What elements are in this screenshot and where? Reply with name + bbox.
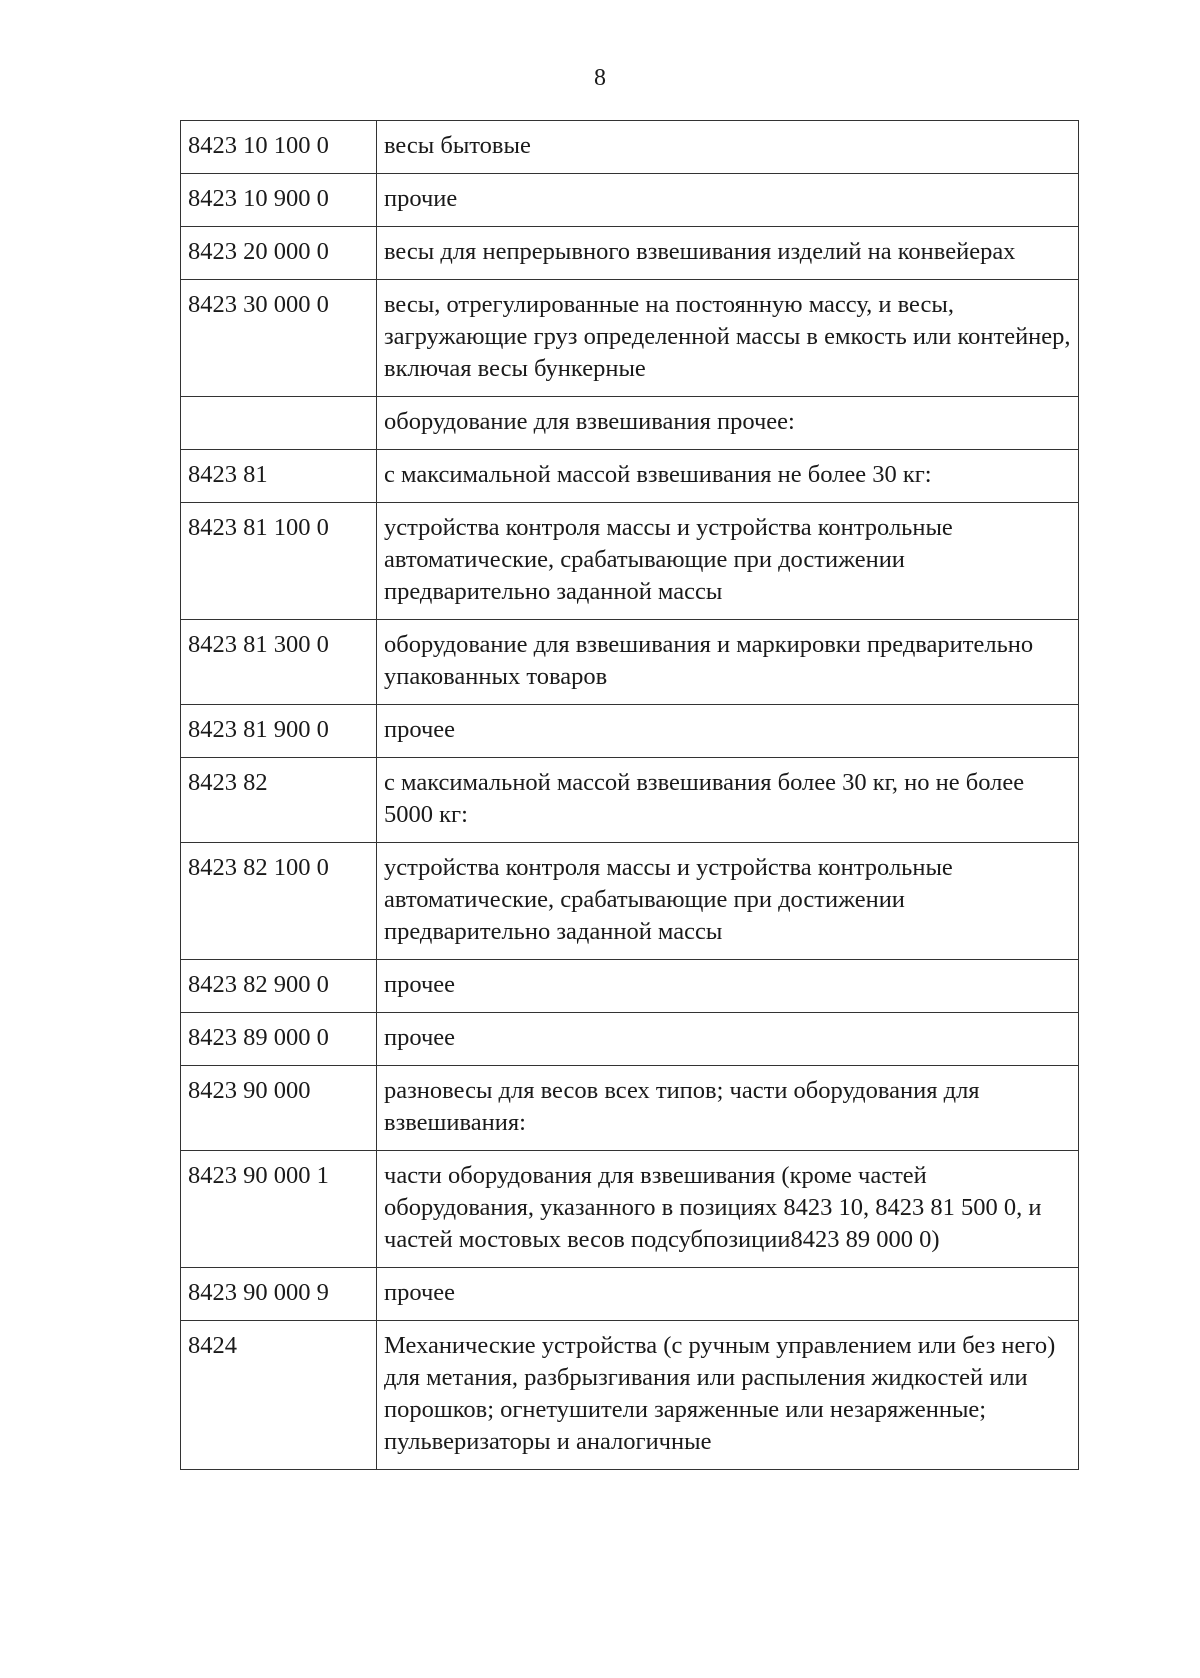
table-row: [181, 1066, 1079, 1151]
table-row: [181, 121, 1079, 174]
tariff-code-table: [180, 120, 1079, 1470]
code-cell: 8423 30 000 0: [181, 280, 377, 397]
table-row: [181, 174, 1079, 227]
code-cell: 8423 82 100 0: [181, 843, 377, 960]
description-cell: весы, отрегулированные на постоянную массу, и весы, загружающие груз определенной массы в емкость или контейнер, включая весы бункерные: [377, 280, 1079, 397]
code-cell: 8423 10 900 0: [181, 174, 377, 227]
table-row: [181, 1151, 1079, 1268]
description-cell: прочее: [377, 1013, 1079, 1066]
table-row: [181, 1013, 1079, 1066]
code-cell: 8423 90 000 1: [181, 1151, 377, 1268]
description-cell: прочие: [377, 174, 1079, 227]
description-cell: части оборудования для взвешивания (кроме частей оборудования, указанного в позициях 8423 10, 8423 81 500 0, и частей мостовых весов подсубпозиции8423 89 000 0): [377, 1151, 1079, 1268]
table-row: [181, 705, 1079, 758]
table-body: [181, 121, 1079, 1470]
code-cell: 8423 20 000 0: [181, 227, 377, 280]
description-cell: весы для непрерывного взвешивания изделий на конвейерах: [377, 227, 1079, 280]
table-row: [181, 503, 1079, 620]
table-row: [181, 960, 1079, 1013]
table-row: [181, 397, 1079, 450]
code-cell: 8423 90 000: [181, 1066, 377, 1151]
description-cell: разновесы для весов всех типов; части оборудования для взвешивания:: [377, 1066, 1079, 1151]
table-row: [181, 280, 1079, 397]
description-cell: оборудование для взвешивания и маркировки предварительно упакованных товаров: [377, 620, 1079, 705]
code-cell: 8423 90 000 9: [181, 1268, 377, 1321]
code-cell: 8423 81 300 0: [181, 620, 377, 705]
description-cell: устройства контроля массы и устройства контрольные автоматические, срабатывающие при достижении предварительно заданной массы: [377, 503, 1079, 620]
table-row: [181, 450, 1079, 503]
code-cell: 8423 81 100 0: [181, 503, 377, 620]
table-row: [181, 843, 1079, 960]
table-row: [181, 227, 1079, 280]
table-row: [181, 620, 1079, 705]
description-cell: оборудование для взвешивания прочее:: [377, 397, 1079, 450]
page-number: 8: [594, 65, 606, 91]
code-cell: 8423 81 900 0: [181, 705, 377, 758]
description-cell: весы бытовые: [377, 121, 1079, 174]
description-cell: Механические устройства (с ручным управлением или без него) для метания, разбрызгивания или распыления жидкостей или порошков; огнетушители заряженные или незаряженные; пульверизаторы и аналогичные: [377, 1321, 1079, 1470]
description-cell: с максимальной массой взвешивания не более 30 кг:: [377, 450, 1079, 503]
description-cell: с максимальной массой взвешивания более 30 кг, но не более 5000 кг:: [377, 758, 1079, 843]
description-cell: прочее: [377, 1268, 1079, 1321]
code-cell: 8424: [181, 1321, 377, 1470]
description-cell: прочее: [377, 960, 1079, 1013]
code-cell: 8423 10 100 0: [181, 121, 377, 174]
table-row: [181, 1268, 1079, 1321]
description-cell: устройства контроля массы и устройства контрольные автоматические, срабатывающие при достижении предварительно заданной массы: [377, 843, 1079, 960]
table-row: [181, 758, 1079, 843]
code-cell: [181, 397, 377, 450]
code-cell: 8423 82 900 0: [181, 960, 377, 1013]
code-cell: 8423 81: [181, 450, 377, 503]
table-row: [181, 1321, 1079, 1470]
code-cell: 8423 82: [181, 758, 377, 843]
code-cell: 8423 89 000 0: [181, 1013, 377, 1066]
description-cell: прочее: [377, 705, 1079, 758]
